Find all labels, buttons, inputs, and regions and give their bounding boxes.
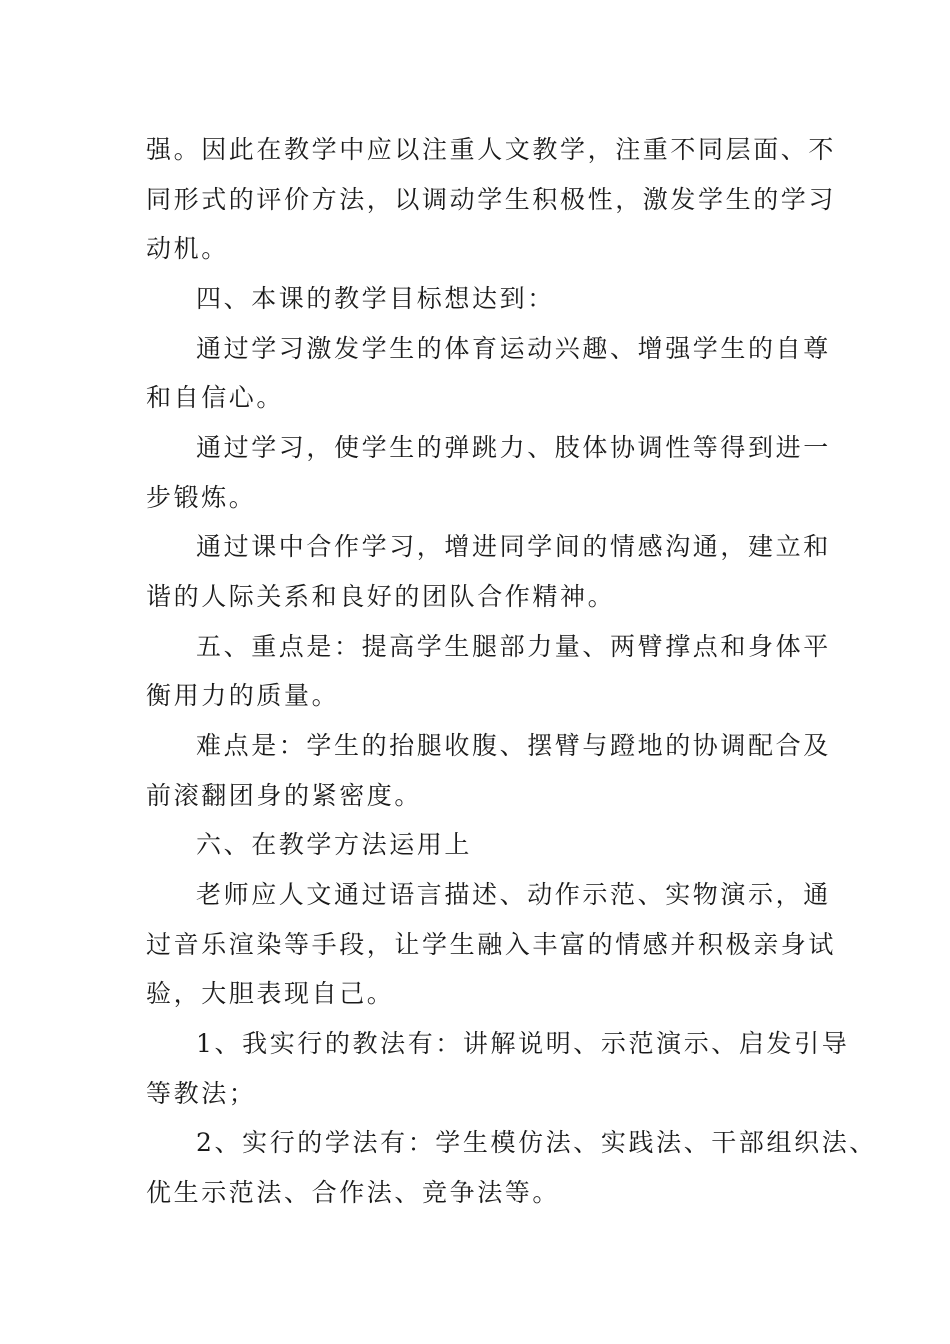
text-line: 通过学习激发学生的体育运动兴趣、增强学生的自尊 [196,334,831,363]
text-line: 验，大胆表现自己。 [146,979,395,1008]
text-line: 前滚翻团身的紧密度。 [146,781,423,810]
text-line: 难点是：学生的抬腿收腹、摆臂与蹬地的协调配合及 [196,731,831,760]
list-item-2: 2、实行的学法有：学生模仿法、实践法、干部组织法、 [196,1128,877,1157]
text-line: 和自信心。 [146,383,285,412]
text-line: 衡用力的质量。 [146,681,340,710]
text-line: 谐的人际关系和良好的团队合作精神。 [146,582,616,611]
text-line: 老师应人文通过语言描述、动作示范、实物演示，通 [196,880,831,909]
section-heading-4: 四、本课的教学目标想达到： [196,284,555,313]
text-line: 步锻炼。 [146,483,257,512]
list-item-1: 1、我实行的教法有：讲解说明、示范演示、启发引导 [196,1029,850,1058]
text-line: 通过学习，使学生的弹跳力、肢体协调性等得到进一 [196,433,831,462]
text-line: 动机。 [146,234,229,263]
section-heading-5: 五、重点是：提高学生腿部力量、两臂撑点和身体平 [196,632,831,661]
text-line: 优生示范法、合作法、竞争法等。 [146,1178,561,1207]
text-line: 通过课中合作学习，增进同学间的情感沟通，建立和 [196,532,831,561]
text-line: 强。因此在教学中应以注重人文教学，注重不同层面、不 [146,135,837,164]
text-line: 同形式的评价方法，以调动学生积极性，激发学生的学习 [146,185,837,214]
text-line: 过音乐渲染等手段，让学生融入丰富的情感并积极亲身试 [146,930,837,959]
text-line: 等教法； [146,1079,257,1108]
section-heading-6: 六、在教学方法运用上 [196,830,473,859]
